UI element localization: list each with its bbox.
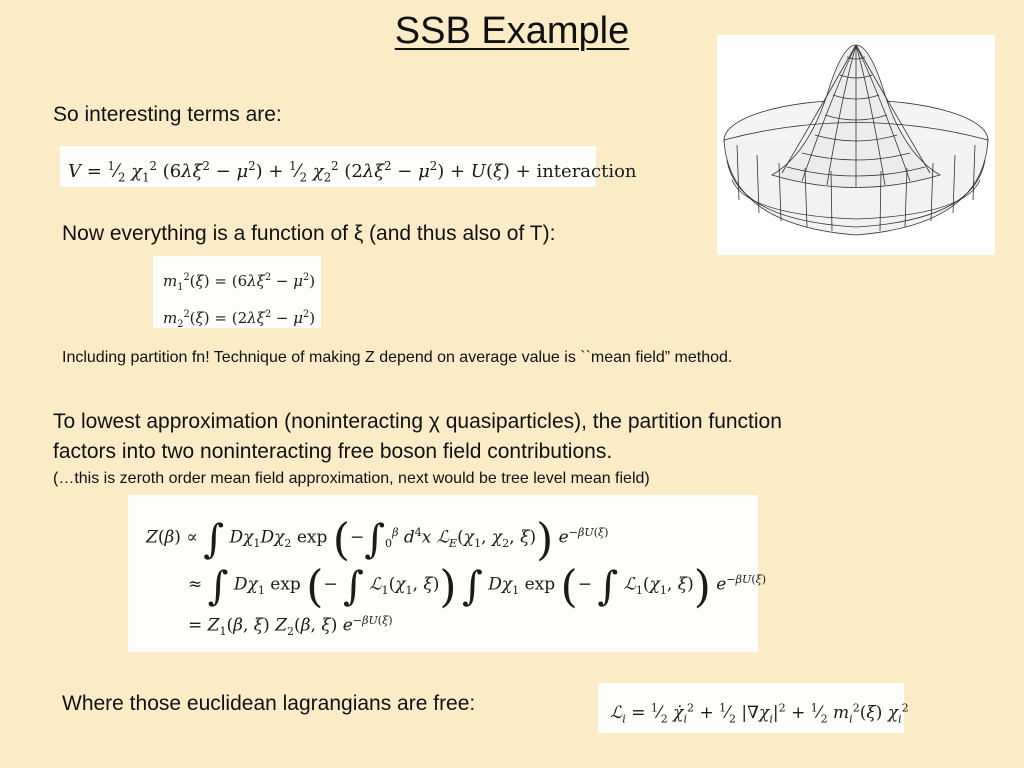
approx-text-line2: factors into two noninteracting free boson field contributions.: [53, 440, 613, 463]
mexican-hat-potential-image: [717, 35, 995, 255]
partition-equation-line1: Z(β) ∝ ∫ $D\chi_1D\chi_2$ $\exp (-\int_0^\beta$ $d^4x$ $ℒ_E(\chi_1$, $\chi_2$, ξ)) $e^{-\beta U(\xi)}$: [146, 514, 609, 566]
partition-note: Including partition fn! Technique of making Z depend on average value is ``mean field” method.: [62, 349, 733, 366]
mass-equations: [153, 256, 321, 328]
approx-text-line1: To lowest approximation (noninteracting χ quasiparticles), the partition function: [53, 410, 782, 433]
slide-title: SSB Example: [394, 10, 630, 52]
lagrangian-equation: ℒ$_i$ = $^1⁄_2$ $\chi̇_i^2$ + $^1⁄_2$ $|\nabla\chi_i|^2$ + $^1⁄_2$ $m_i^2(\xi)$ $\chi_i^2$: [598, 683, 904, 733]
partition-equation-line3: = $Z_1(\beta$, ξ) $Z_2(\beta$, ξ) $e^{-\beta U(\xi)}$: [188, 614, 393, 639]
mass-equation-1: $m_1^2(\xi) = (6\lambda\xi^2 - \mu^2)$: [163, 272, 316, 293]
potential-equation: $V = ^1⁄_2$ $\chi_1^2$ $(6\lambda\xi^2 - \mu^2)$ + $^1⁄_2$ $\chi_2^2$ $(2\lambda\xi^2 - \mu^2) + U(\xi)$ + interaction: [60, 146, 596, 187]
intro-text: So interesting terms are:: [53, 103, 282, 126]
lagrangian-text: Where those euclidean lagrangians are free:: [62, 692, 476, 715]
partition-equation: [128, 495, 767, 652]
approx-note: (…this is zeroth order mean field approximation, next would be tree level mean field): [53, 470, 650, 487]
function-text: Now everything is a function of ξ (and thus also of T):: [62, 222, 556, 245]
mexican-hat-icon: [717, 35, 995, 255]
partition-equation-line2: ≈ ∫ $D\chi_1$ exp (− ∫ $ℒ_1(\chi_1$, ξ)) ∫ $D\chi_1$ exp (− ∫ $ℒ_1(\chi_1$, ξ)) $e^{-\beta U(\xi)}$: [188, 561, 767, 613]
mass-equation-2: $m_2^2(\xi) = (2\lambda\xi^2 - \mu^2)$: [163, 309, 316, 330]
